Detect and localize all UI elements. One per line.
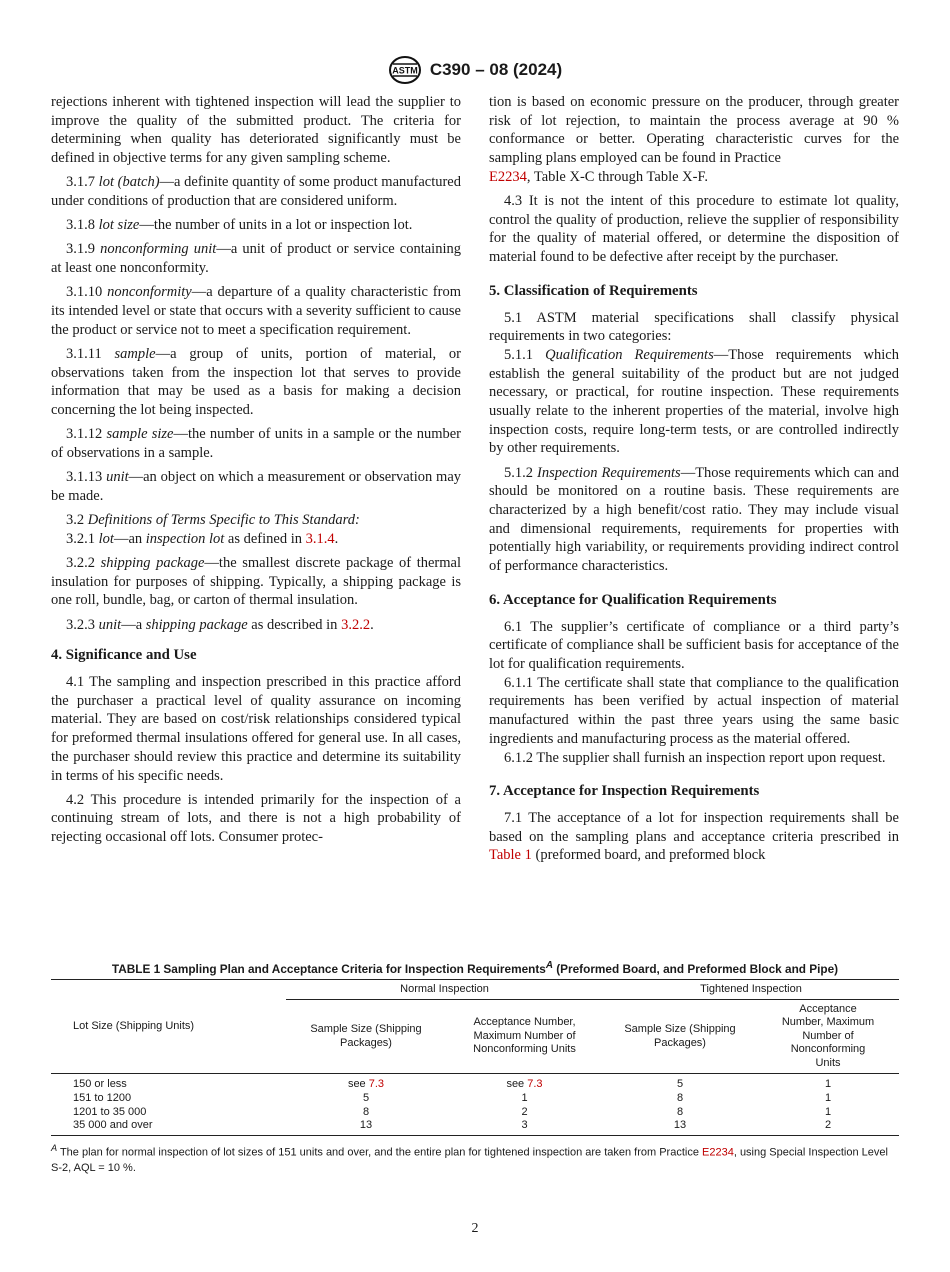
table-1 — [51, 960, 899, 1176]
table-caption: TABLE 1 Sampling Plan and Acceptance Criteria for Inspection Requirements$^A$ (Preformed Board, and Preformed Block and Pipe) — [111, 960, 839, 976]
paragraph-5-1: 5.1 ASTM material specifications shall classify physical requirements in two categories: — [489, 309, 899, 345]
svg-text:ASTM: ASTM — [392, 65, 418, 76]
paragraph: rejections inherent with tightened inspection will lead the supplier to improve the quality of the submitted product. The criteria for determining when quality has deteriorated significantly must be defined in objective terms for any given sampling scheme. — [51, 94, 461, 167]
definition-3-1-12: 3.1.12 sample size—the number of units in a sample or the number of observations in a sample. — [51, 426, 461, 461]
paragraph-7-1: 7.1 The acceptance of a lot for inspection requirements shall be based on the sampling plans and acceptance criteria prescribed in Table 1 (preformed board, and preformed block — [489, 809, 899, 864]
table-row: 1201 to 35 000 8 2 8 1 — [73, 1105, 832, 1118]
definition-3-1-7: 3.1.7 lot (batch)—a definite quantity of some product manufactured under conditions of production that are considered uniform. — [51, 174, 461, 210]
definition-3-2-2: 3.2.2 shipping package—the smallest discrete package of thermal insulation for purposes of shipping. Typically, a shipping package is one roll, bundle, bag, or carton of thermal insulation. — [51, 554, 461, 609]
section-heading-4: 4. Significance and Use — [51, 647, 197, 664]
practice-link[interactable]: E2234 — [702, 1146, 734, 1159]
definition-3-1-11: 3.1.11 sample—a group of units, portion of material, or observations taken from the inspection lot that serves to provide information that may be used as a basis for making a decision concerning the lot being inspected. — [51, 345, 461, 419]
group-header-tightened: Tightened Inspection — [603, 979, 899, 999]
section-link[interactable]: 3.2.2 — [341, 616, 371, 633]
page-number: 2 — [471, 1221, 479, 1236]
table-row: 150 or less see 7.3 see 7.3 5 1 — [51, 1074, 899, 1092]
paragraph-5-1-1: 5.1.1 Qualification Requirements—Those requirements which establish the general suitability of the product but are not judged necessary, or practical, for routine inspection. These requirements usually relate to the inherent properties of the material, involve high inspection costs, require long-term tests, or are controlled indirectly by other requirements. — [489, 346, 899, 457]
document-id: C390 – 08 (2024) — [429, 60, 563, 79]
section-heading-6: 6. Acceptance for Qualification Requirements — [489, 591, 777, 608]
definition-3-1-9: 3.1.9 nonconforming unit—a unit of product or service containing at least one nonconformity. — [51, 241, 461, 277]
page-header — [0, 56, 950, 84]
sampling-plan-table — [51, 979, 899, 1136]
section-heading-5: 5. Classification of Requirements — [489, 282, 698, 299]
definition-3-1-8: 3.1.8 lot size—the number of units in a lot or inspection lot. — [66, 217, 413, 234]
section-link[interactable]: 7.3 — [368, 1078, 385, 1091]
practice-link[interactable]: E2234 — [489, 168, 527, 185]
paragraph-6-1: 6.1 The supplier’s certificate of compliance or a third party’s certificate of compliance shall be sufficient basis for acceptance of the lot for qualification requirements. — [489, 618, 899, 672]
table-link[interactable]: Table 1 — [489, 847, 532, 864]
definition-3-1-10: 3.1.10 nonconformity—a departure of a quality characteristic from its intended level or state that occurs with a severity sufficient to cause the product or service not to meet a specification requirement. — [51, 284, 461, 338]
column-header-acceptance-tightened: Acceptance Number, Maximum Number of Nonconforming Units — [781, 1002, 875, 1069]
table-footnote: $^A$ The plan for normal inspection of lot sizes of 151 units and over, and the entire plan for tightened inspection are taken from Practice E2234, using Special Inspection Level S-2, AQL = 10 %. — [51, 1142, 888, 1174]
right-column — [489, 93, 899, 871]
column-header-acceptance-normal: Acceptance Number, Maximum Number of Nonconforming Units — [473, 1016, 576, 1056]
column-header-sample-size-tightened: Sample Size (Shipping Packages) — [624, 1022, 736, 1049]
paragraph-5-1-2: 5.1.2 Inspection Requirements—Those requirements which can and should be monitored on a routine basis. These requirements are characterized by a high benefit/cost ratio. They may include visual and dimensional requirements, requirements for properties with potentially high variability, or requirements providing indirect control of performance characteristics. — [489, 464, 899, 575]
definition-3-2-1: 3.2.1 lot—an inspection lot as defined in 3.1.4. — [66, 530, 339, 547]
paragraph-6-1-1: 6.1.1 The certificate shall state that compliance to the qualification requirements has been verified by actual inspection of material manufactured within the past three years using the same basic ingredients and manufacturing process as the material offered. — [489, 674, 899, 747]
paragraph-4-3: 4.3 It is not the intent of this procedure to estimate lot quality, control the quality of production, relieve the supplier of responsibility for the quality of material offered, or determine the disposition of material found to be defective after receipt by the purchaser. — [489, 193, 899, 266]
section-3-2: 3.2 Definitions of Terms Specific to This Standard: — [66, 512, 360, 529]
paragraph-4-1: 4.1 The sampling and inspection prescribed in this practice afford the purchaser a practical level of quality assurance on incoming material. They are based on cost/risk relationships considered typical for preformed thermal insulations offered for general use. In all cases, the purchaser should review this practice and determine its suitability in terms of his specific needs. — [51, 673, 461, 784]
section-heading-7: 7. Acceptance for Inspection Requirements — [489, 783, 760, 800]
astm-logo-icon — [388, 55, 422, 85]
group-header-normal: Normal Inspection — [286, 979, 603, 999]
paragraph-6-1-2: 6.1.2 The supplier shall furnish an inspection report upon request. — [504, 749, 886, 766]
column-header-lot-size: Lot Size (Shipping Units) — [51, 979, 286, 1074]
paragraph-4-2: 4.2 This procedure is intended primarily for the inspection of a continuing stream of lots, and there is not a high probability of rejecting occasional off lots. Consumer protec- — [51, 791, 461, 846]
table-row: 35 000 and over 13 3 13 2 — [51, 1119, 899, 1135]
definition-3-2-3: 3.2.3 unit—a shipping package as described in 3.2.2. — [66, 616, 374, 633]
definition-3-1-13: 3.1.13 unit—an object on which a measurement or observation may be made. — [51, 469, 462, 504]
paragraph: tion is based on economic pressure on the producer, through greater risk of lot rejection, to maintain the process average at 90 % conformance or better. Operating characteristic curves for the sampling plans employed can be found in Practice E2234, Table X-C through Table X-F. — [489, 94, 899, 185]
section-link[interactable]: 7.3 — [527, 1078, 543, 1091]
table-row: 151 to 1200 5 1 8 1 — [73, 1092, 832, 1105]
left-column — [51, 93, 461, 852]
column-header-sample-size-normal: Sample Size (Shipping Packages) — [310, 1022, 422, 1049]
section-link[interactable]: 3.1.4 — [305, 530, 335, 547]
